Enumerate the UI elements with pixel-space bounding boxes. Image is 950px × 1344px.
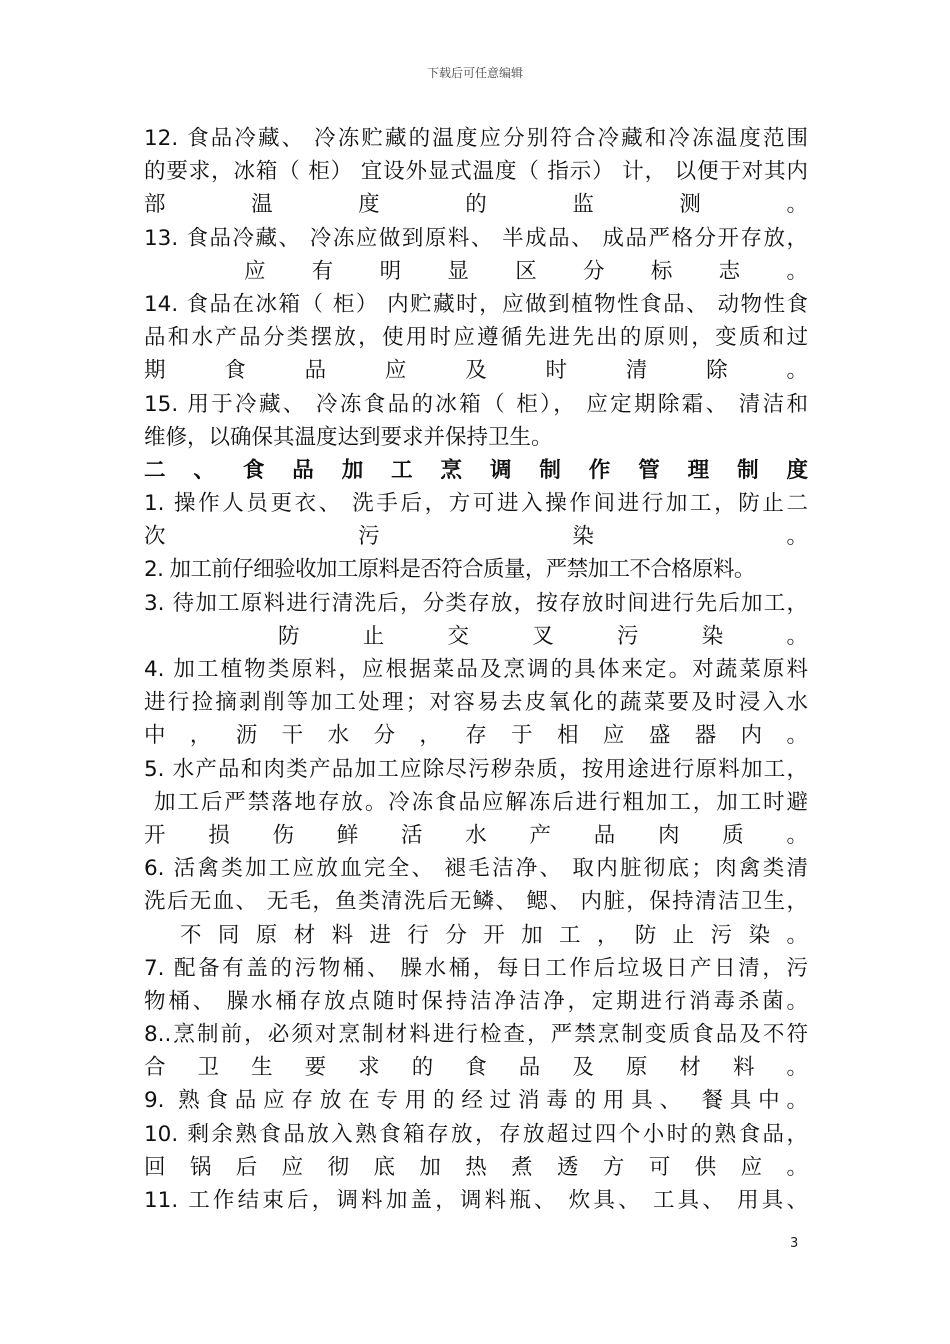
text-line: 10. 剩余熟食品放入熟食箱存放，存放超过四个小时的熟食品， [144, 1121, 808, 1147]
text-line: 中 ， 沥 干 水 分 ， 存 于 相 应 盛 器 内 。 [144, 723, 808, 749]
text-line: 12. 食品冷藏、 冷冻贮藏的温度应分别符合冷藏和冷冻温度范围 [144, 126, 808, 151]
text-line: 9. 熟食品应存放在专用的经过消毒的用具、 餐具中。 [144, 1088, 808, 1114]
text-line: 维修，以确保其温度达到要求并保持卫生。 [144, 424, 553, 450]
text-line: 合 卫 生 要 求 的 食 品 及 原 材 料 。 [144, 1055, 808, 1081]
text-line: 14. 食品在冰箱（ 柜） 内贮藏时，应做到植物性食品、 动物性食 [144, 291, 808, 317]
text-line: 11. 工作结束后，调料加盖，调料瓶、 炊具、 工具、 用具、 [144, 1188, 808, 1213]
text-line: 5. 水产品和肉类产品加工应除尽污秽杂质，按用途进行原料加工， [144, 756, 808, 782]
text-line: 不 同 原 材 料 进 行 分 开 加 工 ， 防 止 污 染 。 [180, 922, 808, 948]
text-line: 8..烹制前，必须对烹制材料进行检查，严禁烹制变质食品及不符 [144, 1022, 808, 1048]
text-line: 的要求，冰箱（ 柜） 宜设外显式温度（ 指示） 计， 以便于对其内 [144, 159, 808, 185]
text-line: 品和水产品分类摆放，使用时应遵循先进先出的原则，变质和过 [144, 325, 808, 351]
section-heading: 二 、 食 品 加 工 烹 调 制 作 管 理 制 度 [144, 457, 808, 483]
text-line: 1. 操作人员更衣、 洗手后，方可进入操作间进行加工，防止二 [144, 491, 808, 517]
document-body [144, 122, 808, 1217]
page-number: 3 [790, 1236, 799, 1251]
text-line: 开 损 伤 鲜 活 水 产 品 肉 质 。 [144, 822, 808, 848]
text-line: 6. 活禽类加工应放血完全、 褪毛洁净、 取内脏彻底；肉禽类清 [144, 856, 808, 882]
text-line: 物桶、 臊水桶存放点随时保持洁净洁净，定期进行消毒杀菌。 [144, 988, 808, 1014]
text-line: 7. 配备有盖的污物桶、 臊水桶，每日工作后垃圾日产日清，污 [144, 955, 808, 981]
text-line: 回 锅 后 应 彻 底 加 热 煮 透 方 可 供 应 。 [144, 1154, 808, 1180]
text-line: 进行捡摘剥削等加工处理；对容易去皮氧化的蔬菜要及时浸入水 [144, 690, 808, 716]
text-line: 13. 食品冷藏、 冷冻应做到原料、 半成品、 成品严格分开存放， [144, 225, 808, 251]
text-line: 次 污 染 。 [144, 524, 808, 550]
text-line: 防 止 交 叉 污 染 。 [278, 623, 808, 649]
text-line: 洗后无血、 无毛，鱼类清洗后无鳞、 鳃、 内脏，保持清洁卫生， [144, 889, 808, 915]
text-line: 加工后严禁落地存放。冷冻食品应解冻后进行粗加工，加工时避 [154, 789, 808, 815]
text-line: 3. 待加工原料进行清洗后，分类存放，按存放时间进行先后加工， [144, 590, 808, 616]
text-line: 2. 加工前仔细验收加工原料是否符合质量，严禁加工不合格原料。 [144, 557, 755, 583]
text-line: 期 食 品 应 及 时 清 除 。 [144, 358, 808, 384]
text-line: 部 温 度 的 监 测 。 [144, 192, 808, 218]
text-line: 4. 加工植物类原料，应根据菜品及烹调的具体来定。对蔬菜原料 [144, 657, 808, 682]
page-header: 下载后可任意编辑 [426, 66, 523, 80]
text-line: 应 有 明 显 区 分 标 志 。 [244, 258, 808, 284]
text-line: 15. 用于冷藏、 冷冻食品的冰箱（ 柜）， 应定期除霜、 清洁和 [144, 391, 808, 417]
